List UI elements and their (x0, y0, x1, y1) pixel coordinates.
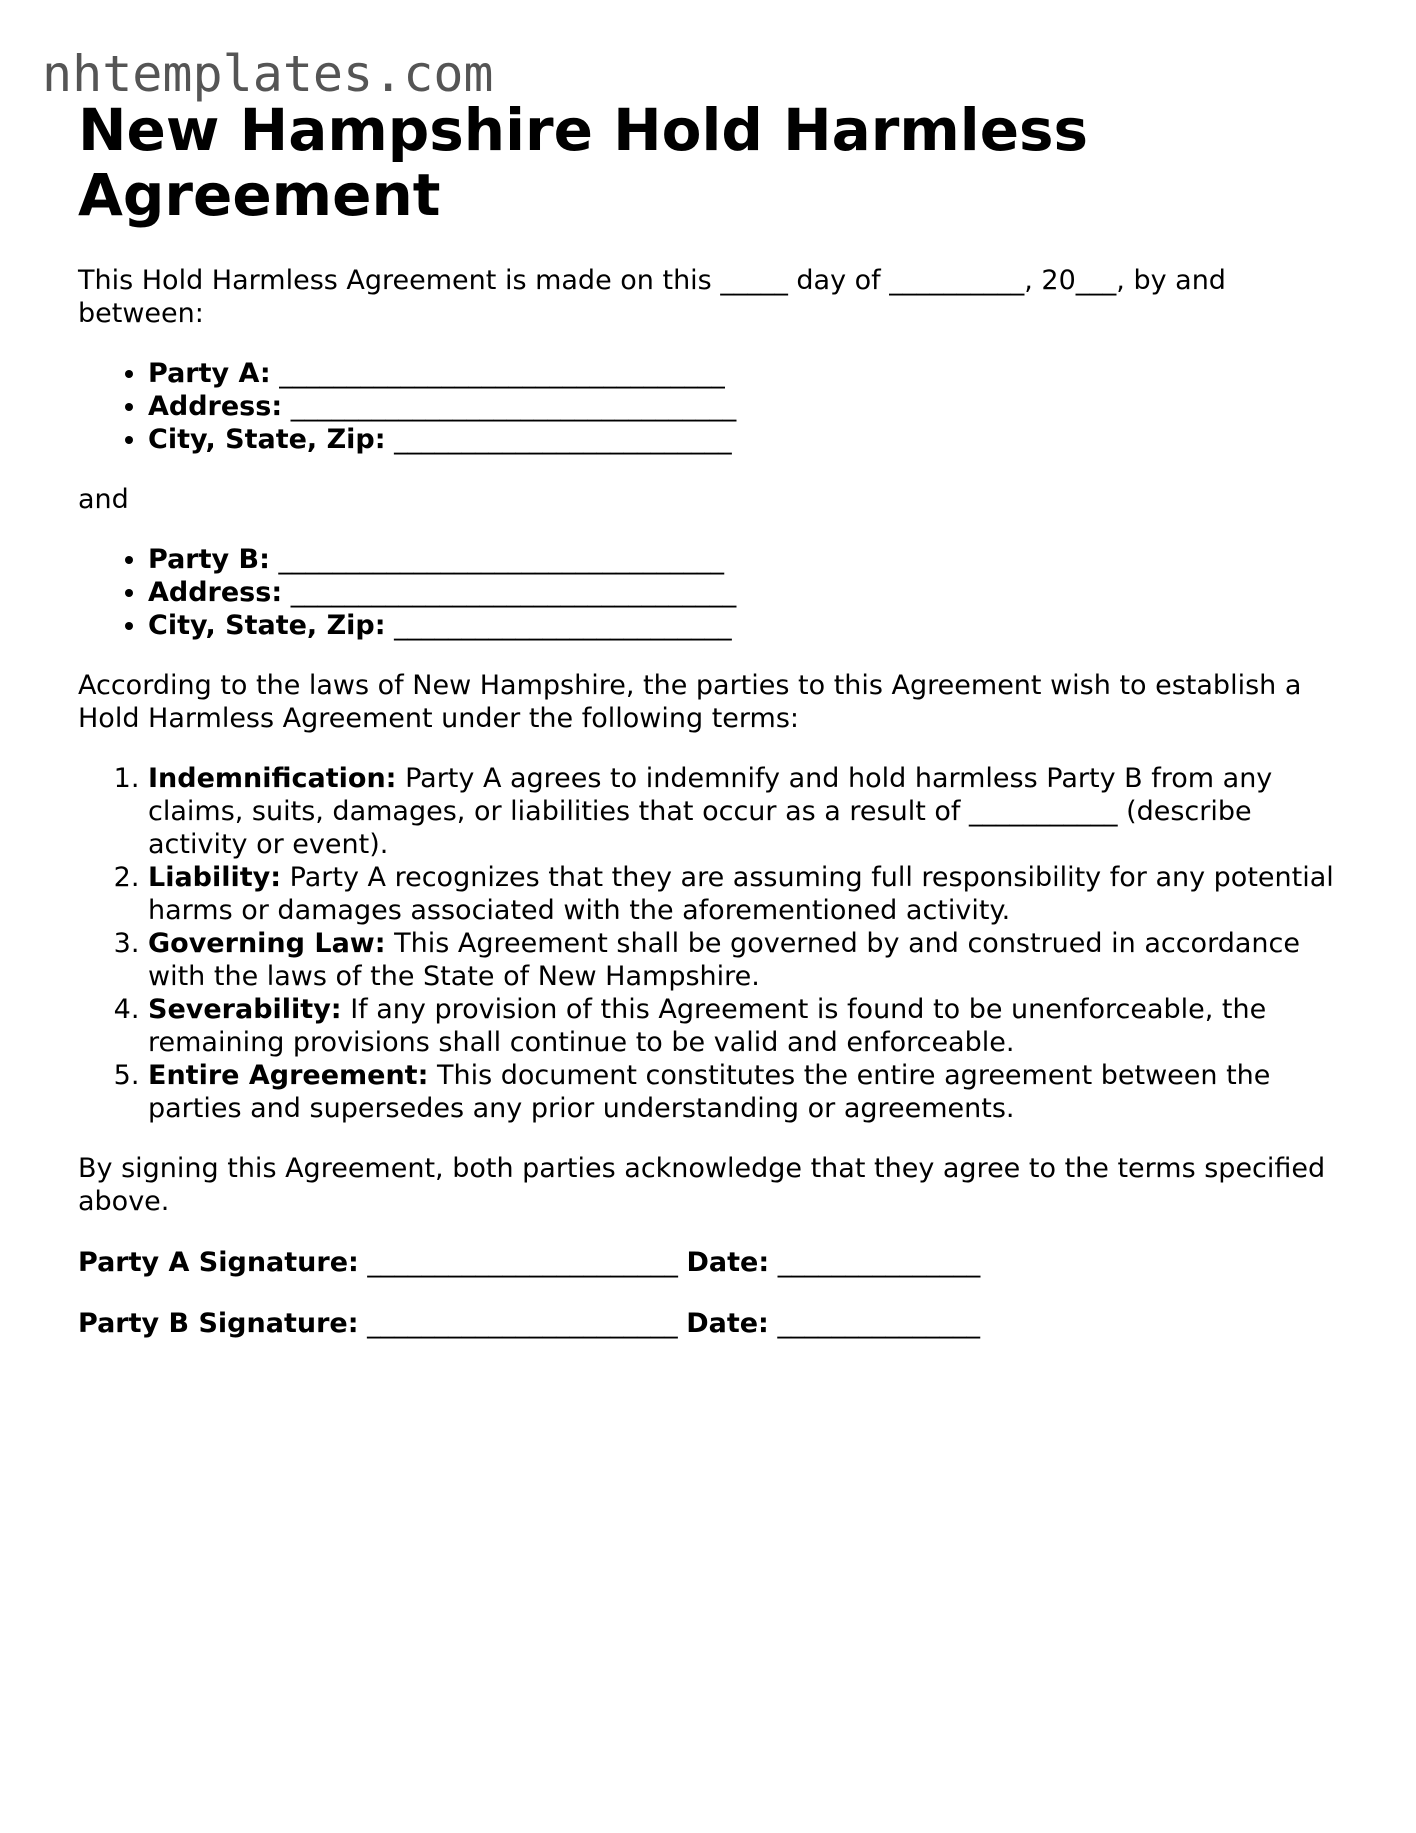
field-blank: _________________________________ (290, 577, 737, 608)
party-a-signature-line (78, 1246, 1348, 1279)
and-text: and (78, 484, 129, 515)
document-page (78, 98, 1348, 1340)
term-heading: Indemnification: (148, 763, 397, 794)
field-label: Party B: (148, 544, 270, 575)
watermark-text: nhtemplates.com (42, 45, 494, 103)
term-heading: Severability: (148, 994, 342, 1025)
signature-blank: _______________________ (367, 1247, 678, 1278)
field-label: Party A: (148, 358, 271, 389)
term-item (148, 993, 1348, 1059)
party-a-list (78, 357, 1348, 456)
term-item (148, 927, 1348, 993)
term-text: Party A agrees to indemnify and hold harmless Party B from any claims, suits, damages, or liabilities that occur as a result of ___________ (describe activity or event). (148, 763, 1273, 860)
term-text: Party A recognizes that they are assuming full responsibility for any potential harms or damages associated with the aforementioned activity. (148, 862, 1334, 926)
signature-label: Party A Signature: (78, 1247, 359, 1278)
field-blank: _________________________________ (278, 544, 724, 575)
page-title: New Hampshire Hold Harmless Agreement (78, 96, 1089, 229)
laws-paragraph: According to the laws of New Hampshire, the parties to this Agreement wish to establish a Hold Harmless Agreement under the following terms: (78, 670, 1302, 734)
party-b-name-item (148, 543, 1348, 576)
party-a-address-item (148, 390, 1348, 423)
date-blank: _______________ (777, 1308, 980, 1339)
party-a-city-item (148, 423, 1348, 456)
term-heading: Governing Law: (148, 928, 386, 959)
intro-paragraph: This Hold Harmless Agreement is made on this _____ day of __________, 20___, by and between: (78, 265, 1226, 329)
term-heading: Liability: (148, 862, 282, 893)
term-text: This Agreement shall be governed by and construed in accordance with the laws of the State of New Hampshire. (148, 928, 1300, 992)
date-blank: _______________ (777, 1247, 981, 1278)
term-item (148, 861, 1348, 927)
date-label: Date: (686, 1308, 769, 1339)
term-text: This document constitutes the entire agreement between the parties and supersedes any prior understanding or agreements. (148, 1060, 1271, 1124)
field-blank: _________________________________ (279, 358, 725, 389)
party-b-signature-line (78, 1307, 1348, 1340)
signature-label: Party B Signature: (78, 1308, 359, 1339)
term-item (148, 762, 1348, 861)
field-blank: _________________________________ (290, 391, 737, 422)
field-label: City, State, Zip: (148, 424, 386, 455)
term-text: If any provision of this Agreement is found to be unenforceable, the remaining provisions shall continue to be valid and enforceable. (148, 994, 1267, 1058)
field-blank: _________________________ (394, 424, 732, 455)
term-heading: Entire Agreement: (148, 1060, 429, 1091)
field-label: City, State, Zip: (148, 610, 386, 641)
field-label: Address: (148, 577, 283, 608)
signature-blank: _______________________ (367, 1308, 678, 1339)
terms-list (78, 762, 1348, 1125)
party-b-city-item (148, 609, 1348, 642)
field-label: Address: (148, 391, 283, 422)
closing-paragraph: By signing this Agreement, both parties acknowledge that they agree to the terms specified above. (78, 1153, 1326, 1217)
party-a-name-item (148, 357, 1348, 390)
party-b-list (78, 543, 1348, 642)
term-item (148, 1059, 1348, 1125)
field-blank: _________________________ (394, 610, 732, 641)
party-b-address-item (148, 576, 1348, 609)
date-label: Date: (686, 1247, 770, 1278)
